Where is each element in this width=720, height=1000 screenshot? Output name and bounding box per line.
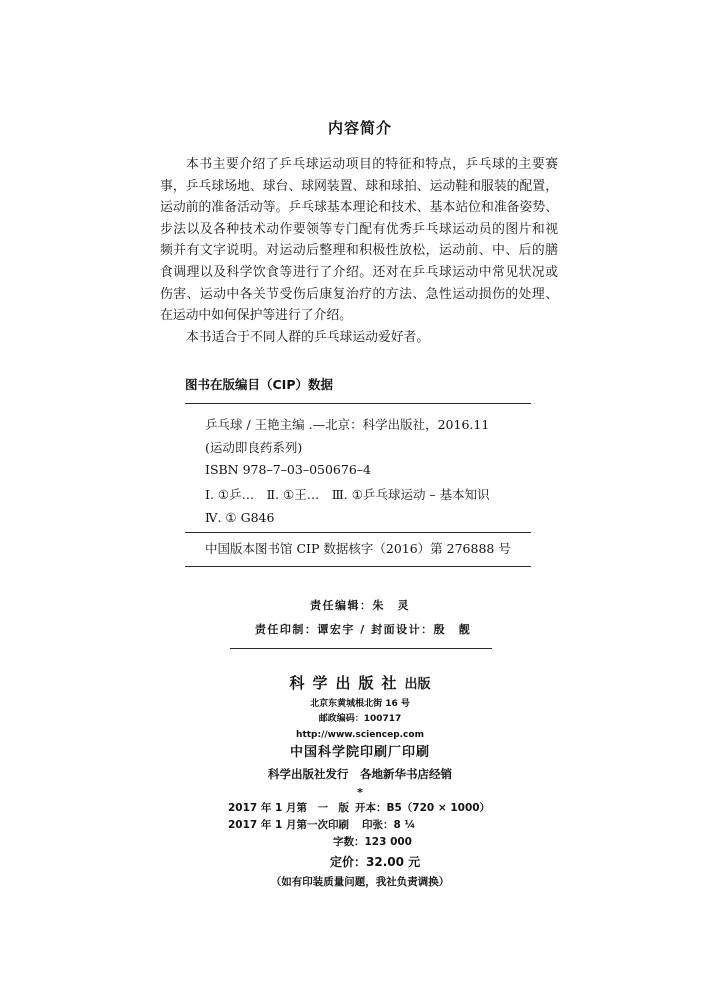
publisher-website: http://www.sciencep.com [296,730,424,740]
synopsis-body [160,154,558,348]
distribution-line: 科学出版社发行 各地新华书店经销 [268,767,452,781]
cip-title-line: 乒乓球 / 王艳主编 .—北京：科学出版社，2016.11 [205,417,490,432]
synopsis-line: 本书主要介绍了乒乓球运动项目的特征和特点，乒乓球的主要赛 [186,157,558,172]
synopsis-line: 运动前的准备活动等。乒乓球基本理论和技术、基本站位和准备姿势、 [160,200,558,216]
cip-isbn-line: ISBN 978–7–03–050676–4 [205,462,371,477]
synopsis-line: 伤害、运动中各关节受伤后康复治疗的方法、急性运动损伤的处理、 [160,286,558,302]
publisher-logotype: 科学出版社 [289,674,405,692]
cip-record-line: 中国版本图书馆 CIP 数据核字（2016）第 276888 号 [205,541,511,556]
publisher-line [0,672,720,696]
cip-heading: 图书在版编目（CIP）数据 [185,377,333,392]
word-count: 字数：123 000 [333,836,412,848]
publisher-postcode: 邮政编码：100717 [318,714,402,724]
synopsis-line: 步法以及各种技术动作要领等专门配有优秀乒乓球运动员的图片和视 [160,221,558,237]
printed-sheets: 印张：8 ¼ [362,819,416,831]
cip-middle-rule [185,532,531,533]
responsible-editor: 责任编辑：朱 灵 [310,599,410,612]
synopsis-line: 频并有文字说明。对运动后整理和积极性放松，运动前、中、后的膳 [160,243,558,259]
synopsis-title: 内容简介 [327,119,392,137]
cip-top-rule [185,403,531,404]
publisher-address: 北京东黄城根北街 16 号 [310,699,410,709]
credits-rule [230,648,492,649]
publisher-suffix: 出版 [404,677,431,692]
synopsis-line: 食调理以及科学饮食等进行了介绍。还对在乒乓球运动中常见状况或 [160,264,558,280]
cip-subject-line: Ⅰ. ①乒… Ⅱ. ①王… Ⅲ. ①乒乓球运动 – 基本知识 [205,487,490,502]
cip-classification-line: Ⅳ. ① G846 [205,510,275,525]
synopsis-line: 事，乒乓球场地、球台、球网装置、球和球拍、运动鞋和服装的配置， [160,178,558,194]
quality-notice: （如有印装质量问题，我社负责调换） [270,876,450,888]
cip-bottom-rule [185,566,531,567]
book-format: 开本：B5（720 × 1000） [355,802,491,814]
separator-asterisk: * [357,786,363,799]
first-printing: 2017 年 1 月第一次印刷 [228,819,349,831]
price: 定价：32.00 元 [330,855,421,869]
production-credits: 责任印制：谭宏宇 / 封面设计：殷 靓 [254,623,472,636]
synopsis-line: 本书适合于不同人群的乒乓球运动爱好者。 [186,329,430,345]
first-edition: 2017 年 1 月第 一 版 [228,802,349,814]
synopsis-line: 在运动中如何保护等进行了介绍。 [160,308,352,324]
cip-series-line: (运动即良药系列) [205,440,303,455]
printer-line: 中国科学院印刷厂印刷 [289,745,430,760]
